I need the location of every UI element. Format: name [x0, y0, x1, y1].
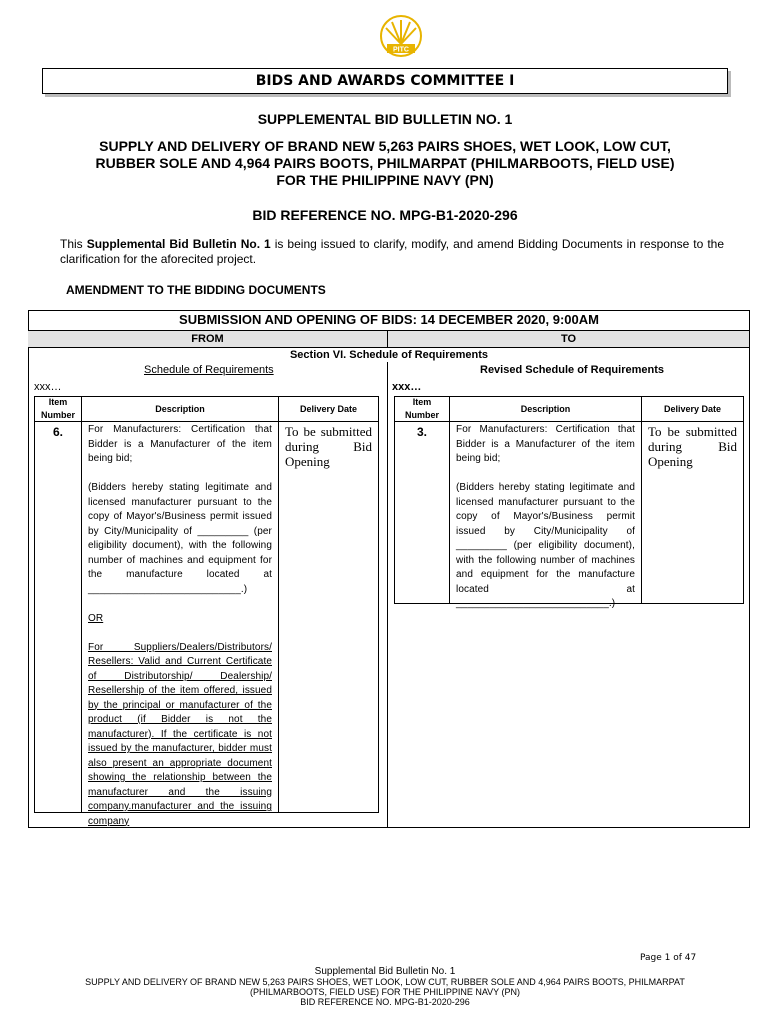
to-delivery-header: Delivery Date [641, 396, 744, 422]
intro-text: is being issued to clarify, modify, and amend Bidding Documents in response to the clarification for the aforecited project. [60, 237, 724, 266]
from-desc-manufacturers: For Manufacturers: Certification that Bidder is a Manufacturer of the item being bid; [88, 424, 272, 464]
from-header: FROM [28, 330, 388, 347]
pitc-logo [380, 12, 422, 60]
from-schedule-label: Schedule of Requirements [144, 364, 274, 376]
table-title: SUBMISSION AND OPENING OF BIDS: 14 DECEMBER 2020, 9:00AM [179, 312, 599, 327]
to-desc-bidders: (Bidders hereby stating legitimate and licensed manufacturer pursuant to the copy of Mayor's/Business permit issued by City/Municipality of _________ (per eligibility document), with the following number of machines and equipment for the manufacture located at ___________________________.) [456, 482, 635, 609]
to-header: TO [388, 330, 749, 347]
to-delivery-date: To be submitted during Bid Opening [641, 421, 744, 604]
logo-text: PITC [393, 46, 409, 54]
from-description [81, 421, 279, 827]
page-number: Page 1 of 47 [640, 953, 697, 963]
footer-line: (PHILMARBOOTS, FIELD USE) FOR THE PHILIPPINE NAVY (PN) [249, 987, 521, 997]
to-schedule-label: Revised Schedule of Requirements [480, 364, 664, 376]
from-desc-bidders: (Bidders hereby stating legitimate and licensed manufacturer pursuant to the copy of Mayor's/Business permit issued by City/Municipality of _________ (per eligibility document), with the following number of machines and equipment for the manufacture located at ___________________________.) [88, 482, 272, 595]
project-title [40, 138, 730, 189]
intro-text: This [60, 237, 87, 251]
from-item-number: 6. [34, 421, 82, 813]
bulletin-title: SUPPLEMENTAL BID BULLETIN NO. 1 [257, 111, 513, 127]
page-footer [40, 966, 730, 1007]
section-label: Section VI. Schedule of Requirements [28, 347, 750, 363]
from-desc-or: OR [88, 612, 104, 624]
from-ellipsis: xxx… [34, 381, 62, 393]
to-description-header: Description [449, 396, 642, 422]
to-ellipsis: xxx… [392, 381, 422, 393]
footer-line: BID REFERENCE NO. MPG-B1-2020-296 [300, 997, 470, 1007]
bid-reference: BID REFERENCE NO. MPG-B1-2020-296 [252, 207, 518, 223]
from-delivery-date: To be submitted during Bid Opening [278, 421, 379, 813]
committee-title: BIDS AND AWARDS COMMITTEE I [42, 68, 728, 94]
column-divider [387, 362, 388, 828]
project-title-line: FOR THE PHILIPPINE NAVY (PN) [276, 172, 494, 188]
from-delivery-header: Delivery Date [278, 396, 379, 422]
to-item-number-header: Item Number [394, 396, 450, 422]
to-description [449, 421, 642, 609]
to-item-number: 3. [394, 421, 450, 604]
amendment-heading: AMENDMENT TO THE BIDDING DOCUMENTS [66, 283, 326, 297]
footer-line: Supplemental Bid Bulletin No. 1 [314, 966, 456, 977]
from-description-header: Description [81, 396, 279, 422]
project-title-line: RUBBER SOLE AND 4,964 PAIRS BOOTS, PHILMARPAT (PHILMARBOOTS, FIELD USE) [95, 155, 675, 171]
from-desc-suppliers: For Suppliers/Dealers/Distributors/ Resellers: Valid and Current Certificate of Distributorship/ Dealership/ Resellership of the item offered, issued by the principal or manufacturer of the product (if Bidder is not the manufacturer). If the certificate is not issued by the manufacturer, bidder must also present an appropriate document showing the relationship between the manufacturer and the issuing company.manufacturer and the issuing company [88, 641, 272, 827]
project-title-line: SUPPLY AND DELIVERY OF BRAND NEW 5,263 PAIRS SHOES, WET LOOK, LOW CUT, [99, 138, 671, 154]
intro-bold: Supplemental Bid Bulletin No. 1 [86, 237, 271, 251]
from-item-number-header: Item Number [34, 396, 82, 422]
to-desc-manufacturers: For Manufacturers: Certification that Bidder is a Manufacturer of the item being bid; [456, 424, 635, 464]
footer-line: SUPPLY AND DELIVERY OF BRAND NEW 5,263 PAIRS SHOES, WET LOOK, LOW CUT, RUBBER SOLE AND 4,964 PAIRS BOOTS, PHILMARPAT [85, 977, 685, 987]
intro-paragraph [60, 237, 724, 267]
